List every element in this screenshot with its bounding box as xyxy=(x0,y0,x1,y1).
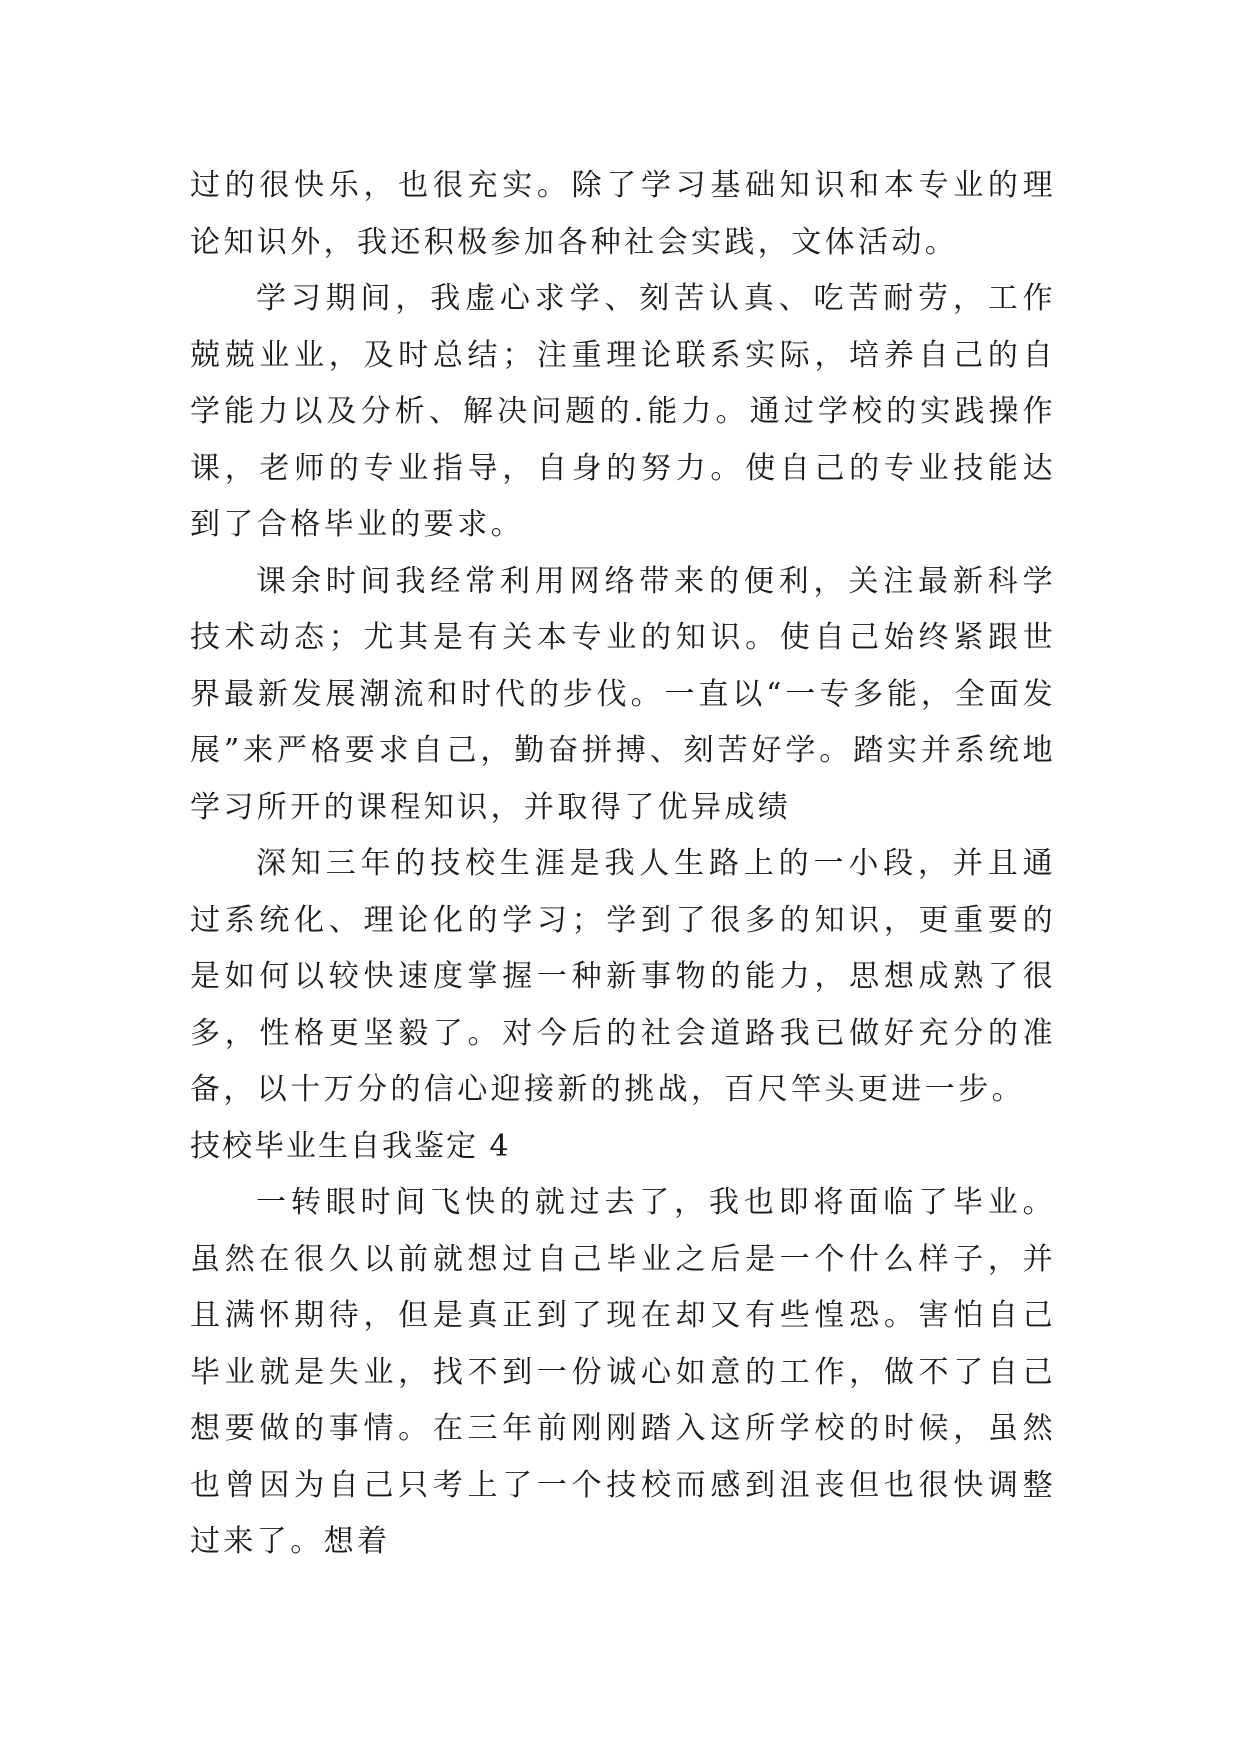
section-heading: 技校毕业生自我鉴定 4 xyxy=(190,1128,511,1164)
paragraph-continued: 过的很快乐，也很充实。除了学习基础知识和本专业的理论知识外，我还积极参加各种社会实践，文体活动。 xyxy=(190,168,1056,260)
paragraph-three-years: 深知三年的技校生涯是我人生路上的一小段，并且通过系统化、理论化的学习；学到了很多的知识，更重要的是如何以较快速度掌握一种新事物的能力，思想成熟了很多，性格更坚毅了。对今后的社会道路我已做好充分的准备，以十万分的信心迎接新的挑战，百尺竿头更进一步。 xyxy=(190,846,1056,1107)
document-body xyxy=(190,158,1056,1571)
paragraph-spare-time: 课余时间我经常利用网络带来的便利，关注最新科学技术动态；尤其是有关本专业的知识。使自己始终紧跟世界最新发展潮流和时代的步伐。一直以“一专多能，全面发展”来严格要求自己，勤奋拼搏、刻苦好学。踏实并系统地学习所开的课程知识，并取得了优异成绩 xyxy=(190,563,1056,825)
paragraph-graduation: 一转眼时间飞快的就过去了，我也即将面临了毕业。虽然在很久以前就想过自己毕业之后是一个什么样子，并且满怀期待，但是真正到了现在却又有些惶恐。害怕自己毕业就是失业，找不到一份诚心如意的工作，做不了自己想要做的事情。在三年前刚刚踏入这所学校的时候，虽然也曾因为自己只考上了一个技校而感到沮丧但也很快调整过来了。想着 xyxy=(190,1185,1056,1559)
paragraph-study-period: 学习期间，我虚心求学、刻苦认真、吃苦耐劳，工作兢兢业业，及时总结；注重理论联系实际，培养自己的自学能力以及分析、解决问题的.能力。通过学校的实践操作课，老师的专业指导，自身的努力。使自己的专业技能达到了合格毕业的要求。 xyxy=(190,281,1056,542)
